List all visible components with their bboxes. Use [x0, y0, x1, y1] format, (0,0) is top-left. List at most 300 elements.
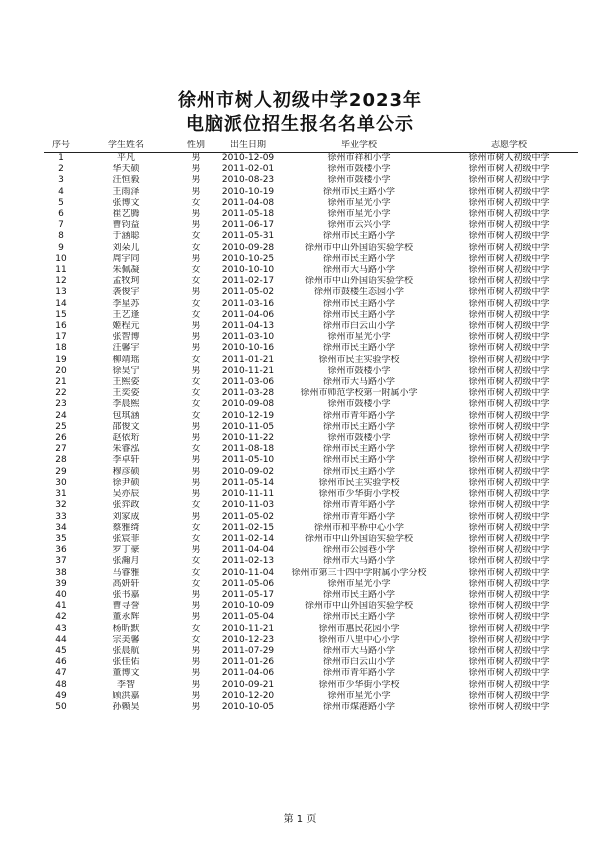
cell-graduation-school: 徐州市大马路小学: [322, 377, 395, 388]
cell-number: 2: [58, 164, 64, 175]
cell-graduation-school: 徐州市大马路小学: [322, 645, 395, 656]
cell-preferred-school: 徐州市树人初级中学: [468, 153, 550, 163]
cell-preferred-school: 徐州市树人初级中学: [468, 321, 550, 332]
cell-graduation-school: 徐州市中山外国语实验学校: [304, 601, 413, 612]
cell-student-name: 赵依珩: [112, 433, 140, 444]
cell-preferred-school: 徐州市树人初级中学: [468, 679, 550, 690]
cell-preferred-school: 徐州市树人初级中学: [468, 500, 550, 511]
cell-student-name: 王雨泽: [112, 186, 140, 197]
cell-student-name: 华天硕: [112, 164, 140, 175]
cell-birth-date: 2011-04-06: [221, 309, 275, 320]
cell-student-name: 徐昊宁: [112, 365, 140, 376]
table-row: [44, 500, 578, 511]
cell-number: 9: [58, 242, 64, 253]
cell-birth-date: 2011-04-13: [221, 321, 275, 332]
cell-student-name: 张晨航: [112, 645, 140, 656]
cell-gender: 女: [191, 533, 201, 544]
cell-student-name: 孙赖昊: [112, 701, 140, 712]
cell-graduation-school: 徐州市白云山小学: [322, 321, 395, 332]
cell-student-name: 董永辉: [112, 612, 140, 623]
cell-birth-date: 2010-10-19: [221, 186, 275, 197]
cell-gender: 女: [191, 399, 201, 410]
cell-graduation-school: 徐州市鼓楼小学: [327, 433, 391, 444]
table-row: [44, 489, 578, 500]
cell-gender: 男: [191, 175, 201, 186]
cell-birth-date: 2010-11-21: [221, 623, 275, 634]
cell-number: 45: [55, 645, 67, 656]
cell-student-name: 张宸菲: [112, 533, 140, 544]
table-row: [44, 377, 578, 388]
cell-gender: 女: [191, 634, 201, 645]
cell-preferred-school: 徐州市树人初级中学: [468, 533, 550, 544]
table-row: [44, 254, 578, 265]
cell-number: 4: [58, 186, 64, 197]
table-row: [44, 590, 578, 601]
cell-preferred-school: 徐州市树人初级中学: [468, 377, 550, 388]
cell-graduation-school: 徐州市中山外国语实验学校: [304, 276, 413, 287]
document-title-line-2: 电脑派位招生报名名单公示: [186, 114, 414, 135]
cell-number: 43: [55, 623, 67, 634]
cell-graduation-school: 徐州市民主路小学: [322, 231, 395, 242]
table-row: [44, 545, 578, 556]
cell-graduation-school: 徐州市民主路小学: [322, 343, 395, 354]
cell-number: 5: [58, 197, 64, 208]
cell-student-name: 王熙姿: [112, 377, 140, 388]
cell-number: 47: [55, 668, 67, 679]
table-row: [44, 321, 578, 332]
cell-student-name: 朱佩凝: [112, 265, 140, 276]
cell-preferred-school: 徐州市树人初级中学: [468, 287, 550, 298]
cell-birth-date: 2010-10-16: [221, 343, 275, 354]
cell-student-name: 王奕姿: [112, 388, 140, 399]
cell-birth-date: 2010-12-19: [221, 410, 275, 421]
cell-graduation-school: 徐州市民主路小学: [322, 612, 395, 623]
cell-gender: 女: [191, 567, 201, 578]
cell-preferred-school: 徐州市树人初级中学: [468, 623, 550, 634]
table-row: [44, 680, 578, 691]
cell-number: 42: [55, 612, 67, 623]
cell-gender: 女: [191, 298, 201, 309]
table-row: [44, 579, 578, 590]
cell-student-name: 汪馨宇: [112, 343, 140, 354]
cell-student-name: 汪恒毅: [112, 175, 140, 186]
cell-gender: 男: [191, 220, 201, 231]
cell-gender: 男: [191, 433, 201, 444]
cell-preferred-school: 徐州市树人初级中学: [468, 567, 550, 578]
cell-preferred-school: 徐州市树人初级中学: [468, 343, 550, 354]
cell-birth-date: 2011-03-16: [221, 298, 275, 309]
table-row: [44, 299, 578, 310]
cell-gender: 男: [191, 455, 201, 466]
cell-gender: 女: [191, 231, 201, 242]
cell-birth-date: 2011-02-15: [221, 522, 275, 533]
cell-birth-date: 2010-11-22: [221, 433, 275, 444]
cell-preferred-school: 徐州市树人初级中学: [468, 556, 550, 567]
cell-graduation-school: 徐州市鼓楼小学: [327, 399, 391, 410]
cell-student-name: 曹寻誉: [112, 601, 140, 612]
cell-number: 31: [55, 489, 67, 500]
cell-birth-date: 2011-05-04: [221, 612, 275, 623]
cell-number: 35: [55, 533, 67, 544]
cell-preferred-school: 徐州市树人初级中学: [468, 433, 550, 444]
cell-student-name: 崔艺腾: [112, 209, 140, 220]
cell-gender: 男: [191, 701, 201, 712]
table-body: [44, 153, 578, 714]
cell-birth-date: 2011-02-01: [221, 164, 275, 175]
table-row: [44, 624, 578, 635]
cell-student-name: 顾洪嘉: [112, 690, 140, 701]
cell-student-name: 张博文: [112, 197, 140, 208]
cell-number: 34: [55, 522, 67, 533]
cell-birth-date: 2010-11-05: [221, 421, 275, 432]
cell-graduation-school: 徐州市星光小学: [327, 578, 391, 589]
cell-student-name: 柳靖瑶: [112, 354, 140, 365]
cell-number: 14: [55, 298, 67, 309]
table-row: [44, 556, 578, 567]
cell-number: 26: [55, 433, 67, 444]
cell-student-name: 王艺逢: [112, 309, 140, 320]
cell-number: 15: [55, 309, 67, 320]
cell-gender: 男: [191, 332, 201, 343]
cell-graduation-school: 徐州市鼓楼小学: [327, 365, 391, 376]
cell-student-name: 吴亦辰: [112, 489, 140, 500]
cell-number: 20: [55, 365, 67, 376]
cell-student-name: 杨昕默: [112, 623, 140, 634]
cell-number: 22: [55, 388, 67, 399]
table-row: [44, 635, 578, 646]
cell-number: 24: [55, 410, 67, 421]
cell-birth-date: 2011-05-10: [221, 455, 275, 466]
cell-gender: 男: [191, 645, 201, 656]
cell-graduation-school: 徐州市少华街小学校: [318, 489, 400, 500]
cell-graduation-school: 徐州市中山外国语实验学校: [304, 533, 413, 544]
cell-student-name: 李晨熙: [112, 399, 140, 410]
cell-birth-date: 2010-10-25: [221, 253, 275, 264]
document-title-line-1: 徐州市树人初级中学2023年: [177, 90, 423, 111]
cell-preferred-school: 徐州市树人初级中学: [468, 690, 550, 701]
cell-preferred-school: 徐州市树人初级中学: [468, 220, 550, 231]
cell-number: 29: [55, 466, 67, 477]
cell-preferred-school: 徐州市树人初级中学: [468, 668, 550, 679]
table-row: [44, 187, 578, 198]
cell-gender: 男: [191, 209, 201, 220]
cell-preferred-school: 徐州市树人初级中学: [468, 466, 550, 477]
cell-preferred-school: 徐州市树人初级中学: [468, 354, 550, 365]
cell-birth-date: 2011-05-31: [221, 231, 275, 242]
cell-graduation-school: 徐州市云兴小学: [327, 220, 391, 231]
cell-birth-date: 2011-01-26: [221, 657, 275, 668]
cell-number: 1: [58, 153, 64, 163]
cell-number: 37: [55, 556, 67, 567]
cell-birth-date: 2011-07-29: [221, 645, 275, 656]
table-row: [44, 444, 578, 455]
cell-student-name: 宗美馨: [112, 634, 140, 645]
cell-birth-date: 2011-05-02: [221, 511, 275, 522]
cell-student-name: 罗丁豪: [112, 545, 140, 556]
cell-birth-date: 2010-09-02: [221, 466, 275, 477]
table-row: [44, 231, 578, 242]
table-row: [44, 366, 578, 377]
cell-gender: 男: [191, 253, 201, 264]
table-row: [44, 388, 578, 399]
cell-student-name: 刘朵儿: [112, 242, 140, 253]
table-row: [44, 422, 578, 433]
cell-graduation-school: 徐州市青年路小学: [322, 668, 395, 679]
cell-gender: 男: [191, 164, 201, 175]
cell-graduation-school: 徐州市民主路小学: [322, 444, 395, 455]
cell-graduation-school: 徐州市惠民花园小学: [318, 623, 400, 634]
table-row: [44, 455, 578, 466]
table-row: [44, 568, 578, 579]
cell-gender: 男: [191, 153, 201, 163]
cell-birth-date: 2011-01-21: [221, 354, 275, 365]
cell-preferred-school: 徐州市树人初级中学: [468, 309, 550, 320]
enrollment-table: [44, 140, 578, 713]
cell-graduation-school: 徐州市公园巷小学: [322, 545, 395, 556]
cell-gender: 女: [191, 444, 201, 455]
cell-graduation-school: 徐州市星光小学: [327, 209, 391, 220]
column-header-gender: 性别: [174, 140, 218, 153]
cell-preferred-school: 徐州市树人初级中学: [468, 175, 550, 186]
cell-gender: 男: [191, 287, 201, 298]
cell-gender: 男: [191, 545, 201, 556]
table-row: [44, 153, 578, 165]
cell-birth-date: 2010-11-21: [221, 365, 275, 376]
cell-gender: 女: [191, 242, 201, 253]
cell-student-name: 穆彦硕: [112, 466, 140, 477]
cell-gender: 男: [191, 421, 201, 432]
cell-graduation-school: 徐州市青年路小学: [322, 410, 395, 421]
cell-graduation-school: 徐州市祥和小学: [327, 153, 391, 163]
cell-number: 27: [55, 444, 67, 455]
cell-graduation-school: 徐州市民主路小学: [322, 589, 395, 600]
cell-student-name: 平凡: [116, 153, 135, 163]
cell-graduation-school: 徐州市鼓楼小学: [327, 175, 391, 186]
cell-preferred-school: 徐州市树人初级中学: [468, 186, 550, 197]
cell-graduation-school: 徐州市民主路小学: [322, 421, 395, 432]
cell-gender: 女: [191, 410, 201, 421]
cell-birth-date: 2011-03-10: [221, 332, 275, 343]
cell-number: 25: [55, 421, 67, 432]
cell-preferred-school: 徐州市树人初级中学: [468, 410, 550, 421]
cell-graduation-school: 徐州市师范学校第一附属小学: [300, 388, 418, 399]
cell-number: 46: [55, 657, 67, 668]
cell-gender: 女: [191, 522, 201, 533]
cell-birth-date: 2011-02-17: [221, 276, 275, 287]
cell-graduation-school: 徐州市八里中心小学: [318, 634, 400, 645]
cell-number: 49: [55, 690, 67, 701]
cell-preferred-school: 徐州市树人初级中学: [468, 578, 550, 589]
cell-gender: 男: [191, 668, 201, 679]
column-header-birth-date: 出生日期: [218, 140, 278, 153]
cell-student-name: 曹钧益: [112, 220, 140, 231]
cell-gender: 男: [191, 679, 201, 690]
cell-birth-date: 2010-11-03: [221, 500, 275, 511]
cell-birth-date: 2010-11-04: [221, 567, 275, 578]
cell-gender: 男: [191, 321, 201, 332]
table-row: [44, 601, 578, 612]
cell-preferred-school: 徐州市树人初级中学: [468, 276, 550, 287]
cell-birth-date: 2010-11-11: [221, 489, 275, 500]
cell-gender: 女: [191, 556, 201, 567]
cell-preferred-school: 徐州市树人初级中学: [468, 253, 550, 264]
cell-preferred-school: 徐州市树人初级中学: [468, 522, 550, 533]
cell-birth-date: 2011-05-06: [221, 578, 275, 589]
cell-birth-date: 2010-12-20: [221, 690, 275, 701]
cell-number: 36: [55, 545, 67, 556]
cell-birth-date: 2010-10-09: [221, 601, 275, 612]
cell-graduation-school: 徐州市青年路小学: [322, 500, 395, 511]
cell-birth-date: 2011-05-02: [221, 287, 275, 298]
cell-preferred-school: 徐州市树人初级中学: [468, 612, 550, 623]
cell-number: 10: [55, 253, 67, 264]
cell-gender: 女: [191, 265, 201, 276]
cell-preferred-school: 徐州市树人初级中学: [468, 455, 550, 466]
cell-preferred-school: 徐州市树人初级中学: [468, 444, 550, 455]
cell-number: 28: [55, 455, 67, 466]
cell-birth-date: 2010-09-28: [221, 242, 275, 253]
cell-number: 13: [55, 287, 67, 298]
cell-number: 16: [55, 321, 67, 332]
table-row: [44, 332, 578, 343]
cell-gender: 男: [191, 186, 201, 197]
cell-number: 18: [55, 343, 67, 354]
cell-student-name: 董博文: [112, 668, 140, 679]
cell-preferred-school: 徐州市树人初级中学: [468, 209, 550, 220]
cell-student-name: 张瀚月: [112, 556, 140, 567]
page-number: 第 1 页: [283, 814, 317, 825]
cell-student-name: 张弈政: [112, 500, 140, 511]
cell-number: 21: [55, 377, 67, 388]
cell-number: 33: [55, 511, 67, 522]
cell-preferred-school: 徐州市树人初级中学: [468, 489, 550, 500]
cell-number: 48: [55, 679, 67, 690]
column-header-graduation-school: 毕业学校: [278, 140, 440, 153]
cell-preferred-school: 徐州市树人初级中学: [468, 645, 550, 656]
cell-student-name: 于涵聪: [112, 231, 140, 242]
cell-number: 40: [55, 589, 67, 600]
table-row: [44, 478, 578, 489]
cell-graduation-school: 徐州市鼓楼小学: [327, 164, 391, 175]
cell-number: 8: [58, 231, 64, 242]
cell-gender: 男: [191, 343, 201, 354]
cell-graduation-school: 徐州市和平桥中心小学: [313, 522, 404, 533]
cell-gender: 男: [191, 690, 201, 701]
cell-preferred-school: 徐州市树人初级中学: [468, 589, 550, 600]
cell-graduation-school: 徐州市民主路小学: [322, 298, 395, 309]
cell-preferred-school: 徐州市树人初级中学: [468, 265, 550, 276]
table-row: [44, 657, 578, 668]
cell-number: 30: [55, 477, 67, 488]
cell-birth-date: 2011-08-18: [221, 444, 275, 455]
cell-number: 38: [55, 567, 67, 578]
cell-student-name: 李卓轩: [112, 455, 140, 466]
cell-preferred-school: 徐州市树人初级中学: [468, 365, 550, 376]
cell-graduation-school: 徐州市白云山小学: [322, 657, 395, 668]
cell-number: 50: [55, 701, 67, 712]
cell-preferred-school: 徐州市树人初级中学: [468, 164, 550, 175]
cell-gender: 男: [191, 511, 201, 522]
table-row: [44, 512, 578, 523]
cell-number: 23: [55, 399, 67, 410]
cell-preferred-school: 徐州市树人初级中学: [468, 657, 550, 668]
table-row: [44, 243, 578, 254]
cell-number: 7: [58, 220, 64, 231]
cell-graduation-school: 徐州市煤港路小学: [322, 701, 395, 712]
cell-birth-date: 2011-05-14: [221, 477, 275, 488]
cell-gender: 女: [191, 578, 201, 589]
cell-number: 12: [55, 276, 67, 287]
cell-gender: 男: [191, 477, 201, 488]
cell-graduation-school: 徐州市鼓楼生态园小学: [313, 287, 404, 298]
cell-graduation-school: 徐州市民主路小学: [322, 309, 395, 320]
cell-graduation-school: 徐州市民主路小学: [322, 253, 395, 264]
cell-graduation-school: 徐州市中山外国语实验学校: [304, 242, 413, 253]
cell-student-name: 高妍轩: [112, 578, 140, 589]
column-header-student-name: 学生姓名: [78, 140, 174, 153]
table-row: [44, 702, 578, 713]
cell-preferred-school: 徐州市树人初级中学: [468, 511, 550, 522]
cell-number: 39: [55, 578, 67, 589]
cell-birth-date: 2010-10-05: [221, 701, 275, 712]
cell-number: 17: [55, 332, 67, 343]
cell-graduation-school: 徐州市民主实验学校: [318, 477, 400, 488]
cell-graduation-school: 徐州市民主路小学: [322, 455, 395, 466]
cell-birth-date: 2010-10-10: [221, 265, 275, 276]
table-row: [44, 198, 578, 209]
cell-birth-date: 2011-04-06: [221, 668, 275, 679]
table-row: [44, 276, 578, 287]
table-row: [44, 399, 578, 410]
table-row: [44, 523, 578, 534]
cell-graduation-school: 徐州市第三十四中学附属小学分校: [291, 567, 427, 578]
column-header-preferred-school: 志愿学校: [440, 140, 578, 153]
cell-student-name: 袭俊宇: [112, 287, 140, 298]
cell-number: 3: [58, 175, 64, 186]
cell-graduation-school: 徐州市星光小学: [327, 332, 391, 343]
table-row: [44, 164, 578, 175]
cell-birth-date: 2010-12-09: [221, 153, 275, 163]
cell-preferred-school: 徐州市树人初级中学: [468, 242, 550, 253]
table-row: [44, 175, 578, 186]
cell-student-name: 朱睿泓: [112, 444, 140, 455]
cell-graduation-school: 徐州市星光小学: [327, 690, 391, 701]
cell-graduation-school: 徐州市星光小学: [327, 197, 391, 208]
cell-preferred-school: 徐州市树人初级中学: [468, 298, 550, 309]
cell-graduation-school: 徐州市大马路小学: [322, 265, 395, 276]
table-row: [44, 310, 578, 321]
cell-student-name: 姬程元: [112, 321, 140, 332]
cell-preferred-school: 徐州市树人初级中学: [468, 545, 550, 556]
cell-birth-date: 2011-02-13: [221, 556, 275, 567]
cell-student-name: 周宇同: [112, 253, 140, 264]
cell-graduation-school: 徐州市民主路小学: [322, 186, 395, 197]
cell-gender: 女: [191, 623, 201, 634]
cell-gender: 女: [191, 197, 201, 208]
cell-preferred-school: 徐州市树人初级中学: [468, 601, 550, 612]
cell-birth-date: 2011-02-14: [221, 533, 275, 544]
table-row: [44, 209, 578, 220]
cell-birth-date: 2010-12-23: [221, 634, 275, 645]
cell-graduation-school: 徐州市民主路小学: [322, 466, 395, 477]
table-row: [44, 265, 578, 276]
cell-gender: 女: [191, 354, 201, 365]
cell-number: 19: [55, 354, 67, 365]
cell-graduation-school: 徐州市民主实验学校: [318, 354, 400, 365]
table-row: [44, 343, 578, 354]
cell-birth-date: 2010-09-21: [221, 679, 275, 690]
cell-graduation-school: 徐州市青年路小学: [322, 511, 395, 522]
